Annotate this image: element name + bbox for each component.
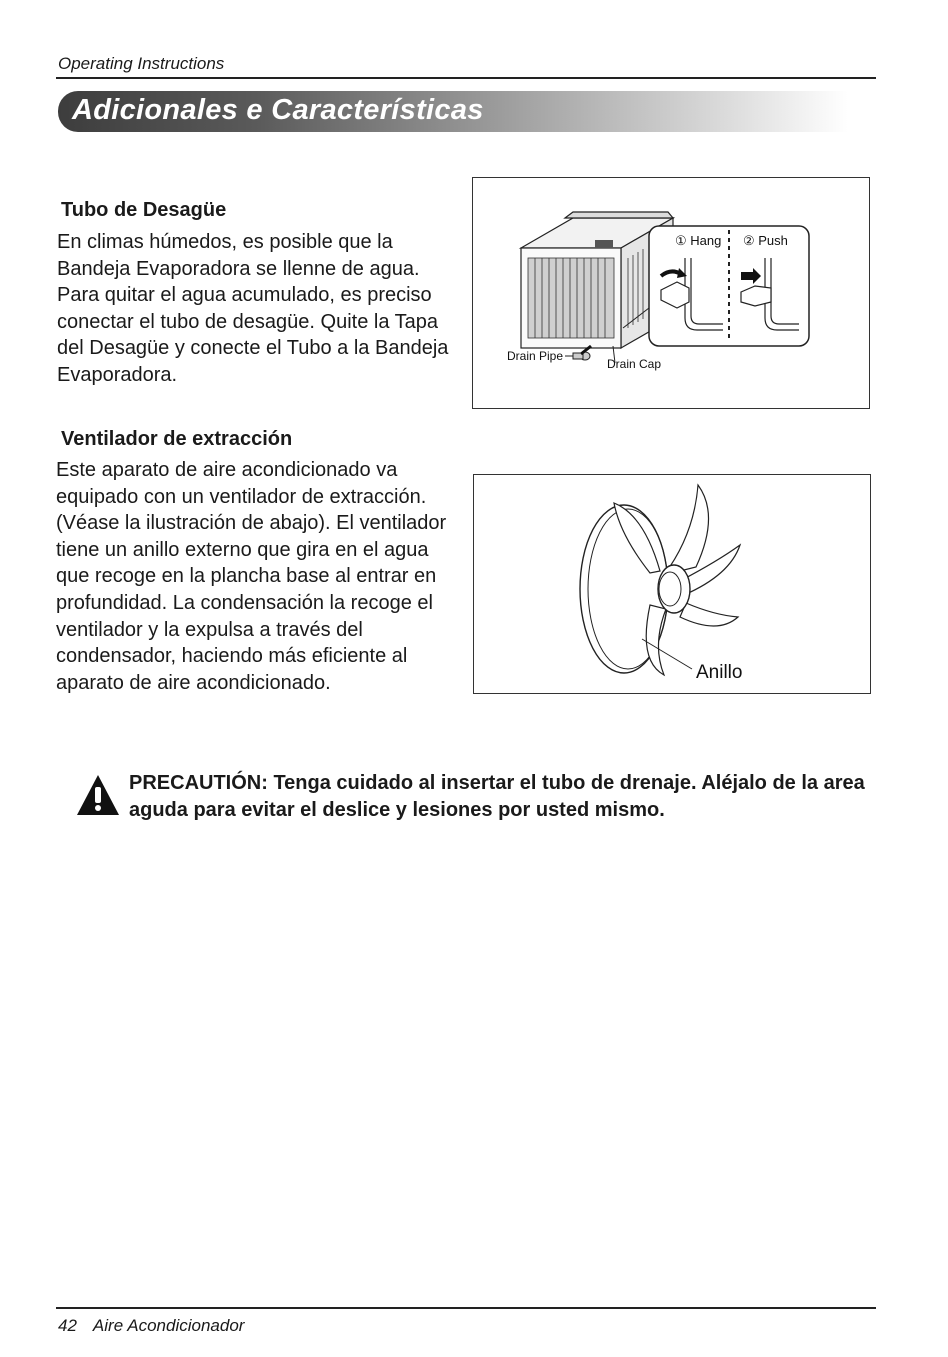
air-conditioner-drain-drawing xyxy=(473,178,869,408)
footer xyxy=(58,1316,260,1336)
exhaust-fan-heading: Ventilador de extracción xyxy=(61,428,293,450)
warning-icon xyxy=(76,773,120,817)
page-number: 42 xyxy=(58,1316,77,1335)
ring-label: Anillo xyxy=(696,662,743,683)
drain-pipe-label: Drain Pipe xyxy=(507,349,564,363)
page-title: Adicionales e Características xyxy=(72,94,484,126)
exhaust-fan-drawing xyxy=(474,475,870,693)
footer-divider xyxy=(56,1307,876,1309)
hang-label: ① Hang xyxy=(675,233,722,248)
header-label: Operating Instructions xyxy=(58,54,225,73)
header-divider xyxy=(56,77,876,79)
push-label: ② Push xyxy=(743,233,788,248)
footer-title: Aire Acondicionador xyxy=(92,1316,245,1335)
fan-illustration xyxy=(473,474,871,694)
caution-text: PRECAUTIÓN: Tenga cuidado al insertar el tubo de drenaje. Aléjalo de la area aguda para evitar el deslice y lesiones por usted mismo. xyxy=(129,772,865,821)
drain-cap-label: Drain Cap xyxy=(607,357,662,371)
exhaust-fan-body: Este aparato de aire acondicionado va equipado con un ventilador de extracción. (Véase la ilustración de abajo). El ventilador tiene un anillo externo que gira en el agua que recoge en la plancha base al entrar en profundidad. La condensación la recoge el ventilador y la expulsa a través del condensador, haciendo más eficiente al aparato de aire acondicionado. xyxy=(56,459,447,694)
drain-pipe-illustration xyxy=(472,177,870,409)
drain-pipe-body: En climas húmedos, es posible que la Bandeja Evaporadora se llenne de agua. Para quitar el agua acumulado, es preciso conectar el tubo de desagüe. Quite la Tapa del Desagüe y conecte el Tubo a la Bandeja Evaporadora. xyxy=(57,231,449,386)
drain-pipe-heading: Tubo de Desagüe xyxy=(61,199,227,221)
